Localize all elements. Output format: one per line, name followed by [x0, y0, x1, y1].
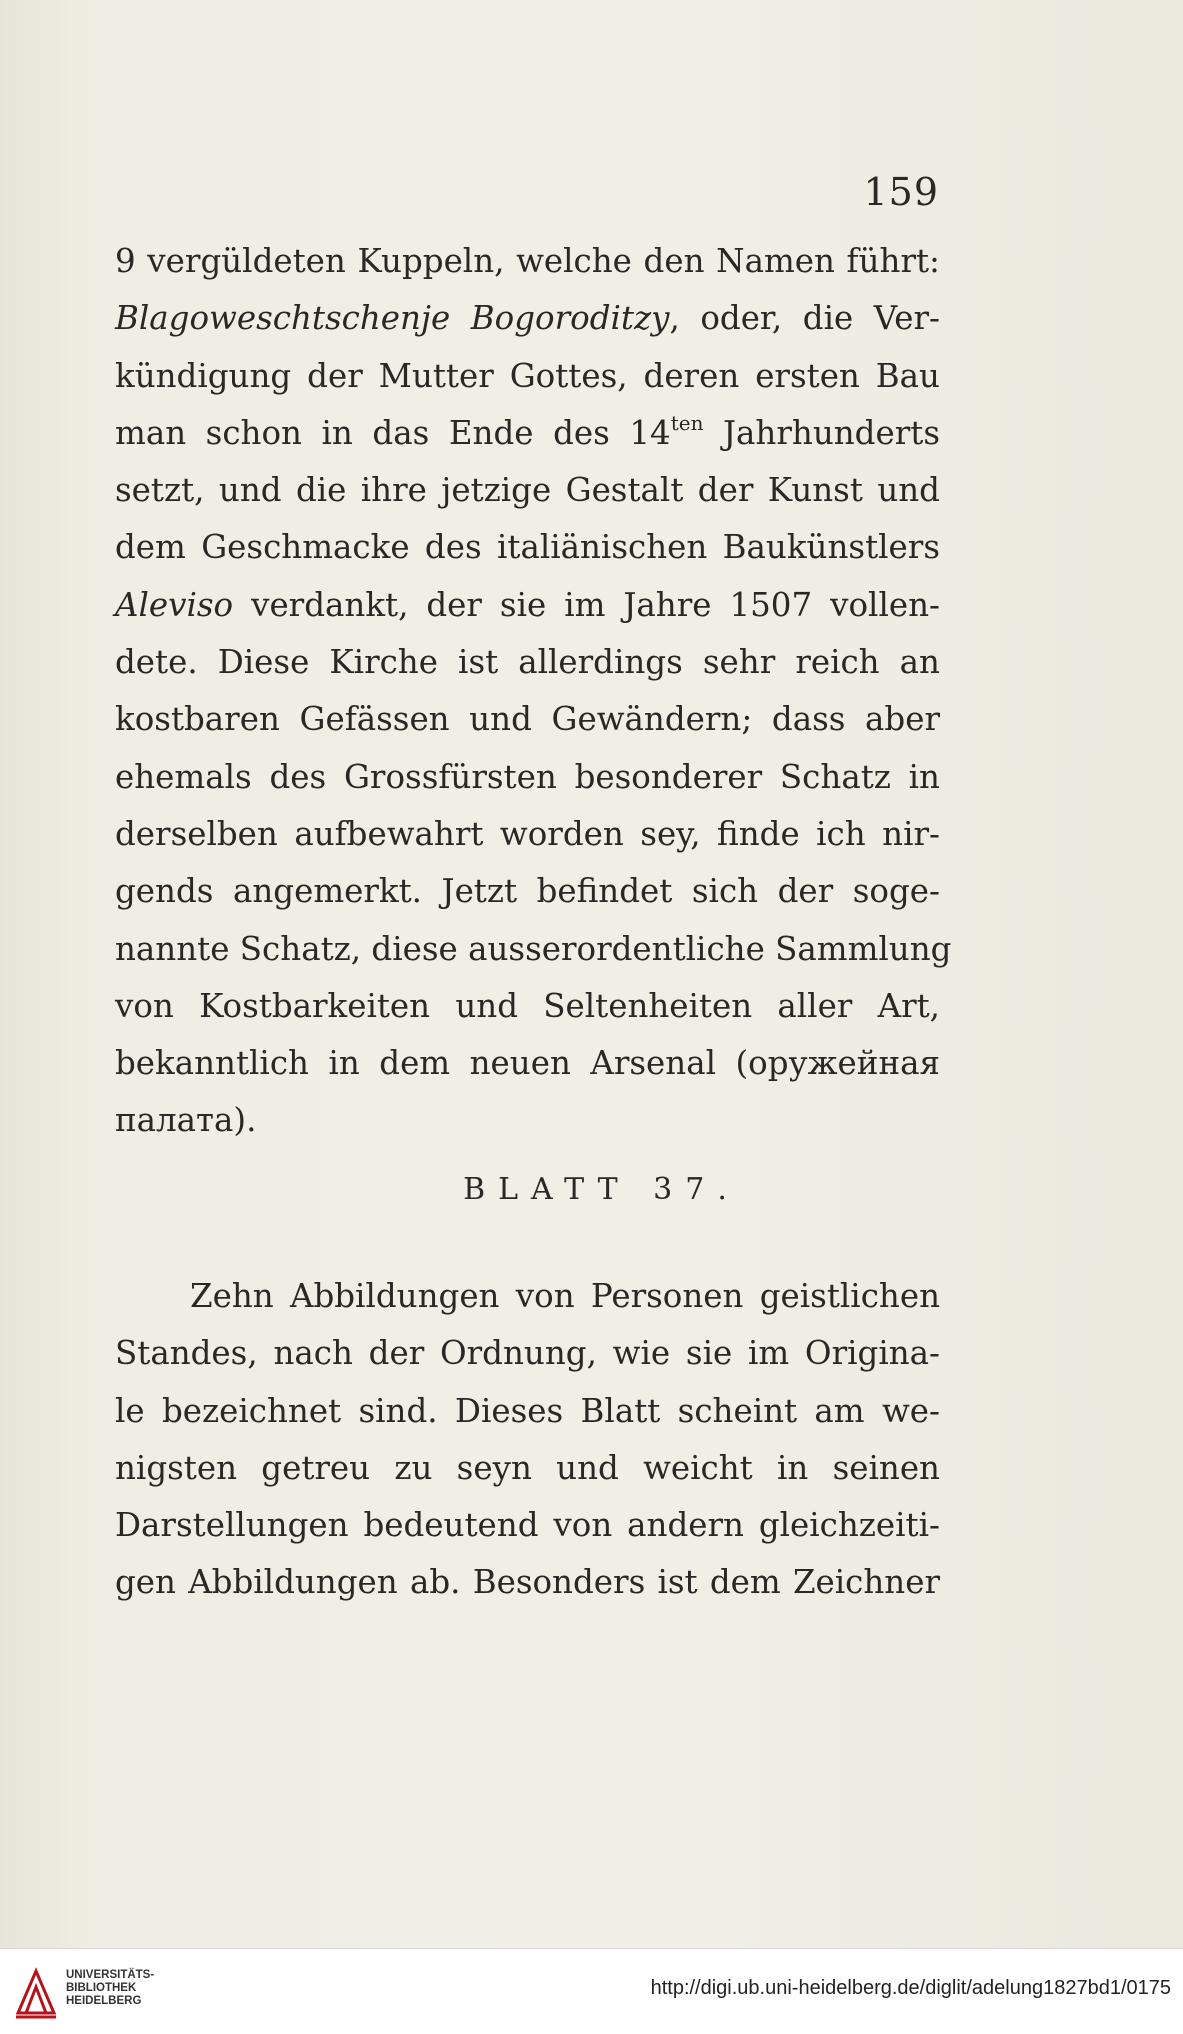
text-line: 9 vergüldeten Kuppeln, welche den Namen führt:	[115, 242, 940, 280]
text-fragment: verdankt, der sie im Jahre 1507 vollen-	[233, 585, 940, 624]
text-line: setzt, und die ihre jetzige Gestalt der Kunst und	[115, 471, 940, 510]
source-url-link[interactable]: http://digi.ub.uni-heidelberg.de/diglit/adelung1827bd1/0175	[650, 1977, 1171, 1999]
text-fragment: Jahrhunderts	[703, 413, 940, 452]
text-line: ehemals des Grossfürsten besonderer Schatz in	[115, 757, 940, 796]
logo-line: HEIDELBERG	[66, 1995, 142, 2007]
page-number: 159	[863, 170, 939, 214]
logo-line: BIBLIOTHEK	[66, 1982, 137, 1994]
paragraph-1	[115, 233, 952, 1150]
text-line: von Kostbarkeiten und Seltenheiten aller Art,	[115, 986, 940, 1025]
text-fragment: , oder, die Ver-	[669, 299, 940, 338]
italic-name: Aleviso	[115, 585, 234, 624]
text-line: Darstellungen bedeutend von andern gleichzeiti-	[115, 1506, 940, 1545]
text-line: Zehn Abbildungen von Personen geistlichen	[190, 1277, 940, 1315]
italic-name: Blagoweschtschenje Bogoroditzy	[115, 299, 670, 338]
text-line: gends angemerkt. Jetzt befindet sich der soge-	[115, 872, 940, 911]
logo-line: UNIVERSITÄTS-	[66, 1969, 155, 1981]
text-line: derselben aufbewahrt worden sey, finde ich nir-	[115, 814, 940, 853]
paragraph-2	[115, 1268, 940, 1612]
footer-bar	[0, 1948, 1183, 2034]
text-line	[115, 290, 940, 347]
superscript: ten	[670, 410, 704, 435]
text-line	[115, 405, 940, 462]
text-line: nigsten getreu zu seyn und weicht in seinen	[115, 1448, 940, 1487]
library-logo-text	[66, 1969, 154, 2008]
text-line: Standes, nach der Ordnung, wie sie im Origina-	[115, 1334, 940, 1373]
section-heading: BLATT 37.	[463, 1172, 740, 1207]
text-line: палата).	[115, 1101, 257, 1140]
text-line: bekanntlich in dem neuen Arsenal (оружейная	[115, 1044, 940, 1083]
text-line: dete. Diese Kirche ist allerdings sehr reich an	[115, 643, 940, 682]
text-line	[115, 577, 940, 634]
text-fragment: man schon in das Ende des 14	[115, 413, 671, 452]
text-line: nannte Schatz, diese ausserordentliche Sammlung	[115, 929, 952, 968]
text-line: le bezeichnet sind. Dieses Blatt scheint am we-	[115, 1391, 940, 1430]
text-line: kostbaren Gefässen und Gewändern; dass aber	[115, 700, 940, 739]
text-line: gen Abbildungen ab. Besonders ist dem Zeichner	[115, 1563, 940, 1602]
text-line: dem Geschmacke des italiänischen Baukünstlers	[115, 528, 940, 567]
university-library-logo-icon	[12, 1965, 60, 2021]
text-line: kündigung der Mutter Gottes, deren ersten Bau	[115, 356, 940, 395]
